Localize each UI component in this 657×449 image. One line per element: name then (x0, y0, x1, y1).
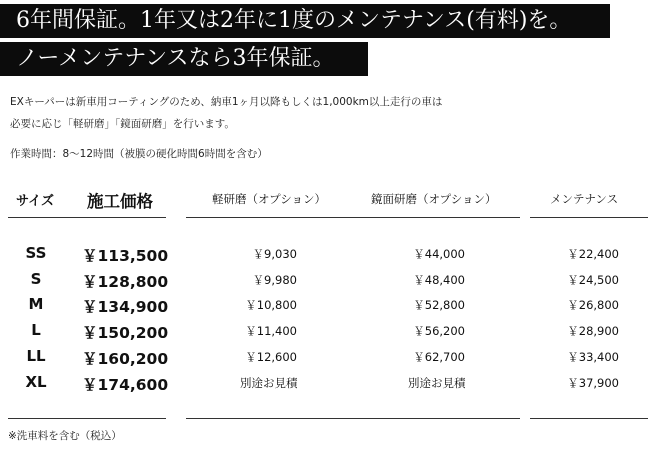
size-cell: SS (25, 244, 47, 262)
footnote: ※洗車料を含む（税込） (8, 430, 122, 442)
light-polish-cell: ￥12,600 (245, 349, 297, 364)
mirror-polish-cell: ￥56,200 (413, 324, 465, 339)
header-mirror-polish: 鏡面研磨（オプション） (371, 192, 497, 206)
table-row (0, 240, 657, 266)
table-bottom-rule-right (530, 418, 648, 419)
mirror-polish-cell: ￥52,800 (413, 298, 465, 313)
table-row (0, 266, 657, 292)
work-time-note: 作業時間：8〜12時間（被膜の硬化時間6時間を含む） (10, 148, 268, 160)
price-cell: ￥174,600 (82, 375, 169, 394)
header-divider-middle (186, 217, 520, 218)
price-cell: ￥128,800 (82, 272, 169, 291)
mirror-polish-cell: 別途お見積 (408, 375, 466, 390)
size-cell: M (28, 295, 44, 314)
maintenance-cell: ￥28,900 (567, 324, 619, 339)
light-polish-cell: ￥9,980 (252, 272, 297, 287)
price-cell: ￥113,500 (82, 247, 169, 265)
mirror-polish-cell: ￥62,700 (413, 349, 465, 364)
headline-text-1: 6年間保証。1年又は2年に1度のメンテナンス(有料)を。 (16, 8, 572, 33)
mirror-polish-cell: ￥48,400 (413, 272, 465, 287)
header-price: 施工価格 (87, 192, 153, 211)
table-bottom-rule-middle (186, 418, 520, 419)
size-cell: S (30, 269, 42, 288)
light-polish-cell: 別途お見積 (240, 375, 298, 390)
size-cell: XL (25, 372, 47, 391)
table-row (0, 317, 657, 343)
header-divider-left (8, 217, 166, 218)
header-maintenance: メンテナンス (550, 192, 619, 206)
table-row (0, 343, 657, 369)
price-cell: ￥134,900 (82, 298, 169, 317)
maintenance-cell: ￥26,800 (567, 298, 619, 313)
size-cell: L (31, 321, 41, 340)
headline-banner-2 (0, 42, 368, 76)
light-polish-cell: ￥9,030 (252, 247, 297, 261)
price-cell: ￥150,200 (82, 324, 169, 343)
size-cell: LL (26, 346, 46, 365)
headline-text-2: ノーメンテナンスなら3年保証。 (16, 46, 335, 71)
table-row (0, 291, 657, 317)
description-line-1: EXキーパーは新車用コーティングのため、納車1ヶ月以降もしくは1,000km以上走行の車は (10, 96, 443, 108)
header-light-polish: 軽研磨（オプション） (212, 192, 326, 206)
headline-banner-1 (0, 4, 610, 38)
light-polish-cell: ￥10,800 (245, 298, 297, 313)
price-cell: ￥160,200 (82, 349, 169, 368)
light-polish-cell: ￥11,400 (245, 324, 297, 339)
mirror-polish-cell: ￥44,000 (413, 247, 465, 261)
maintenance-cell: ￥22,400 (567, 247, 619, 261)
table-row (0, 369, 657, 395)
description-line-2: 必要に応じ「軽研磨」「鏡面研磨」を行います。 (10, 118, 235, 130)
maintenance-cell: ￥37,900 (567, 375, 619, 390)
header-size: サイズ (16, 194, 54, 209)
maintenance-cell: ￥33,400 (567, 349, 619, 364)
maintenance-cell: ￥24,500 (567, 272, 619, 287)
table-bottom-rule-left (8, 418, 166, 419)
header-divider-right (530, 217, 648, 218)
